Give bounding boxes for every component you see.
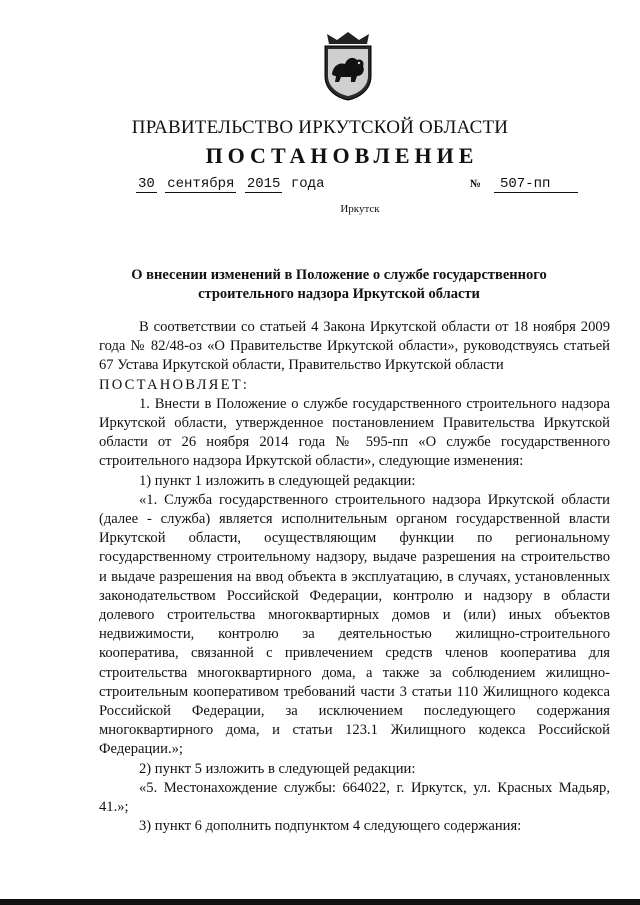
subparagraph-3: 3) пункт 6 дополнить подпунктом 4 следующего содержания: — [139, 818, 522, 835]
title-line-2: строительного надзора Иркутской области — [198, 286, 480, 302]
date-year: 2015 — [246, 176, 281, 192]
scan-edge — [0, 899, 640, 905]
subparagraph-2-text: «5. Местонахождение службы: 664022, г. Иркутск, ул. Красных Мадьяр, 41.»; — [99, 779, 610, 816]
document-body — [99, 318, 610, 836]
resolve-heading: ПОСТАНОВЛЯЕТ: — [99, 376, 250, 393]
paragraph-1: 1. Внести в Положение о службе государственного строительного надзора Иркутской области, утвержденное постановлением Правительства Иркутской области от 26 ноября 2014 года № 595-пп «О службе государственного строительного надзора Иркутской области», следующие изменения: — [99, 395, 610, 470]
document-type: ПОСТАНОВЛЕНИЕ — [205, 143, 479, 168]
city: Иркутск — [340, 203, 380, 215]
document-number: 507-пп — [494, 176, 578, 193]
subparagraph-1: 1) пункт 1 изложить в следующей редакции: — [139, 472, 416, 489]
number-sign: № — [470, 178, 482, 190]
government-name: ПРАВИТЕЛЬСТВО ИРКУТСКОЙ ОБЛАСТИ — [131, 117, 509, 138]
document-title — [130, 266, 548, 304]
date-day: 30 — [138, 176, 155, 192]
subparagraph-2: 2) пункт 5 изложить в следующей редакции: — [139, 760, 416, 777]
document-date — [136, 176, 324, 192]
coat-of-arms-icon — [319, 30, 377, 102]
title-line-1: О внесении изменений в Положение о службе государственного — [131, 267, 547, 283]
preamble-paragraph: В соответствии со статьей 4 Закона Иркутской области от 18 ноября 2009 года № 82/48-оз «О Правительстве Иркутской области», руководствуясь статьей 67 Устава Иркутской области, Правительство Иркутской области — [99, 319, 610, 374]
date-suffix: года — [290, 176, 325, 192]
subparagraph-1-text: «1. Служба государственного строительного надзора Иркутской области (далее - служба) является исполнительным органом государственной власти Иркутской области, осуществляющим функции по региональному государственному строительному надзору, выдаче разрешения на строительство и выдаче разрешения на ввод объекта в эксплуатацию, в случаях, установленных законодательством Российской Федерации, контролю и надзору в области долевого строительства многоквартирных домов и (или) иных объектов недвижимости, контролю за деятельностью жилищно-строительного кооператива, связанной с привлечением средств членов кооператива для строительства многоквартирного дома, а также за соблюдением жилищно-строительным кооперативом требований части 3 статьи 110 Жилищного кодекса Российской Федерации, за исключением последующего содержания многоквартирного дома, и статьи 123.1 Жилищного кодекса Российской Федерации.»; — [99, 491, 610, 758]
date-month: сентября — [167, 176, 235, 192]
